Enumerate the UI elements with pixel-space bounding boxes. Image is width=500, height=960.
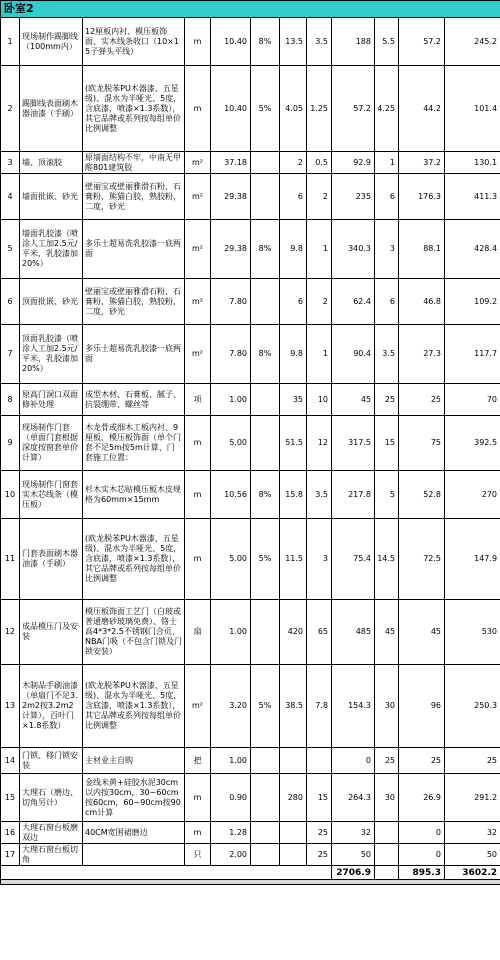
labor-price-cell: 5.5 bbox=[375, 18, 399, 66]
material-total-cell: 32 bbox=[332, 822, 375, 844]
item-description: 12厘板内衬、模压板饰面、实木线条收口（10×15子弹头平线） bbox=[83, 18, 185, 66]
material-total-cell: 235 bbox=[332, 174, 375, 220]
auxiliary-price-cell bbox=[307, 748, 332, 774]
row-number: 10 bbox=[1, 471, 20, 519]
item-name: 大理石窗台板切角 bbox=[20, 844, 83, 866]
quantity-cell: 7.80 bbox=[211, 279, 251, 325]
row-number: 11 bbox=[1, 519, 20, 600]
row-number: 2 bbox=[1, 66, 20, 152]
item-description: 木龙骨或细木工板内衬、9厘板、模压板饰面（单个门套不足5m按5m计算、门套施工位置： bbox=[83, 416, 185, 471]
row-total-cell: 392.5 bbox=[445, 416, 500, 471]
material-price-cell: 4.05 bbox=[280, 66, 307, 152]
row-total-cell: 270 bbox=[445, 471, 500, 519]
material-price-cell: 51.5 bbox=[280, 416, 307, 471]
material-total-cell: 154.3 bbox=[332, 665, 375, 748]
loss-rate-cell bbox=[251, 384, 280, 416]
labor-price-cell: 4.25 bbox=[375, 66, 399, 152]
auxiliary-price-cell: 3.5 bbox=[307, 471, 332, 519]
material-total-cell: 62.4 bbox=[332, 279, 375, 325]
item-name: 木制品手刷油漆（单扇门不足3.2m2按3.2m2计算），百叶门×1.8系数） bbox=[20, 665, 83, 748]
unit-cell: m² bbox=[185, 665, 211, 748]
quantity-cell: 37.18 bbox=[211, 152, 251, 174]
table-row bbox=[1, 600, 500, 665]
quantity-cell: 1.28 bbox=[211, 822, 251, 844]
row-total-cell: 70 bbox=[445, 384, 500, 416]
table-row bbox=[1, 279, 500, 325]
quantity-cell: 10.40 bbox=[211, 66, 251, 152]
item-description: 壁丽宝或壁丽雅滑石粉、石膏粉，熊猫白胶，熟胶粉，二度，砂光 bbox=[83, 279, 185, 325]
auxiliary-price-cell: 3 bbox=[307, 519, 332, 600]
row-number: 7 bbox=[1, 325, 20, 384]
row-total-cell: 245.2 bbox=[445, 18, 500, 66]
labor-total-cell: 27.3 bbox=[399, 325, 445, 384]
material-price-cell: 280 bbox=[280, 774, 307, 822]
loss-rate-cell bbox=[251, 600, 280, 665]
labor-total-cell: 25 bbox=[399, 384, 445, 416]
row-total-cell: 411.3 bbox=[445, 174, 500, 220]
section-title: 卧室2 bbox=[1, 1, 500, 18]
loss-rate-cell bbox=[251, 822, 280, 844]
row-total-cell: 130.1 bbox=[445, 152, 500, 174]
unit-cell: 扇 bbox=[185, 600, 211, 665]
item-name: 顶面批嵌、砂光 bbox=[20, 279, 83, 325]
unit-cell: m bbox=[185, 66, 211, 152]
quantity-cell: 7.80 bbox=[211, 325, 251, 384]
auxiliary-price-cell: 3.5 bbox=[307, 18, 332, 66]
quantity-cell: 1.00 bbox=[211, 384, 251, 416]
loss-rate-cell: 8% bbox=[251, 220, 280, 279]
auxiliary-price-cell: 7.8 bbox=[307, 665, 332, 748]
item-name: 门锁、移门锁安装 bbox=[20, 748, 83, 774]
unit-cell: m bbox=[185, 822, 211, 844]
auxiliary-price-cell: 25 bbox=[307, 822, 332, 844]
labor-price-cell: 6 bbox=[375, 174, 399, 220]
loss-rate-cell bbox=[251, 774, 280, 822]
table-row bbox=[1, 416, 500, 471]
material-price-cell bbox=[280, 844, 307, 866]
item-description: (欧龙脱苯PU木器漆、五星级)、混水为半哑光、5度，含底漆，喷漆×1.3系数），其它品牌或系列按每组单价比例调整 bbox=[83, 519, 185, 600]
material-price-cell: 11.5 bbox=[280, 519, 307, 600]
labor-total-cell: 45 bbox=[399, 600, 445, 665]
item-description: 杉木实木芯贴模压板木皮规格为60mm×15mm bbox=[83, 471, 185, 519]
loss-rate-cell bbox=[251, 844, 280, 866]
table-row bbox=[1, 844, 500, 866]
labor-price-cell bbox=[375, 822, 399, 844]
material-total-cell: 0 bbox=[332, 748, 375, 774]
table-row bbox=[1, 66, 500, 152]
labor-total-cell: 176.3 bbox=[399, 174, 445, 220]
item-name: 原高门洞口双面修补处理 bbox=[20, 384, 83, 416]
bottom-strip-cell bbox=[1, 880, 500, 885]
material-price-cell: 38.5 bbox=[280, 665, 307, 748]
row-total-cell: 428.4 bbox=[445, 220, 500, 279]
totals-row bbox=[1, 866, 500, 880]
labor-total-cell: 0 bbox=[399, 822, 445, 844]
table-row bbox=[1, 822, 500, 844]
unit-cell: m² bbox=[185, 220, 211, 279]
item-name: 现场制作门套（单面门套根据深度按窗套单价计算） bbox=[20, 416, 83, 471]
material-total-cell: 317.5 bbox=[332, 416, 375, 471]
labor-price-cell: 15 bbox=[375, 416, 399, 471]
material-total-cell: 45 bbox=[332, 384, 375, 416]
labor-total-cell: 96 bbox=[399, 665, 445, 748]
labor-price-cell: 25 bbox=[375, 748, 399, 774]
unit-cell: m² bbox=[185, 152, 211, 174]
item-description: 40CM宽围裙磨边 bbox=[83, 822, 185, 844]
labor-total-cell: 72.5 bbox=[399, 519, 445, 600]
table-row bbox=[1, 174, 500, 220]
material-total-cell: 188 bbox=[332, 18, 375, 66]
auxiliary-price-cell: 12 bbox=[307, 416, 332, 471]
unit-cell: m bbox=[185, 416, 211, 471]
item-description: 模压板饰面工艺门（白玻或普通磨砂玻璃免费）、铬士高4*3*2.5不锈钢门合页、NBA门吸（不包含门锁及门锁安装） bbox=[83, 600, 185, 665]
material-total-cell: 92.9 bbox=[332, 152, 375, 174]
item-description: 多乐士超易洗乳胶漆一底两面 bbox=[83, 325, 185, 384]
auxiliary-price-cell: 1.25 bbox=[307, 66, 332, 152]
table-row bbox=[1, 471, 500, 519]
item-name: 墙面批嵌、砂光 bbox=[20, 174, 83, 220]
item-name: 现场制作踢脚线（100mm内） bbox=[20, 18, 83, 66]
item-name: 墙、顶滚胶 bbox=[20, 152, 83, 174]
row-total-cell: 291.2 bbox=[445, 774, 500, 822]
row-number: 17 bbox=[1, 844, 20, 866]
auxiliary-price-cell: 15 bbox=[307, 774, 332, 822]
grand-material-total: 2706.9 bbox=[332, 866, 375, 880]
quantity-cell: 29.38 bbox=[211, 174, 251, 220]
auxiliary-price-cell: 0.5 bbox=[307, 152, 332, 174]
item-name: 成品模压门及安装 bbox=[20, 600, 83, 665]
labor-total-cell: 75 bbox=[399, 416, 445, 471]
quantity-cell: 10.56 bbox=[211, 471, 251, 519]
table-row bbox=[1, 748, 500, 774]
labor-price-cell: 30 bbox=[375, 774, 399, 822]
item-name: 墙面乳胶漆（喷涂人工加2.5元/平米，乳胶漆加20%） bbox=[20, 220, 83, 279]
item-description: 金线米黄+硅胶水泥30cm以内按30cm，30~60cm按60cm，60~90cm按90cm计算 bbox=[83, 774, 185, 822]
labor-price-cell: 45 bbox=[375, 600, 399, 665]
row-total-cell: 50 bbox=[445, 844, 500, 866]
item-description: 主材业主自购 bbox=[83, 748, 185, 774]
labor-total-cell: 44.2 bbox=[399, 66, 445, 152]
row-total-cell: 101.4 bbox=[445, 66, 500, 152]
labor-price-cell: 5 bbox=[375, 471, 399, 519]
item-name: 大理石（磨边、切角另计） bbox=[20, 774, 83, 822]
material-price-cell: 420 bbox=[280, 600, 307, 665]
item-description: 原墙面结构不牢，中南无甲醛801建筑胶 bbox=[83, 152, 185, 174]
loss-rate-cell: 8% bbox=[251, 18, 280, 66]
labor-price-cell: 25 bbox=[375, 384, 399, 416]
quantity-cell: 0.90 bbox=[211, 774, 251, 822]
quantity-cell: 10.40 bbox=[211, 18, 251, 66]
material-total-cell: 485 bbox=[332, 600, 375, 665]
unit-cell: m bbox=[185, 471, 211, 519]
labor-total-cell: 88.1 bbox=[399, 220, 445, 279]
item-description: 成型木材、石膏板、腻子、抗裂绷带、螺丝等 bbox=[83, 384, 185, 416]
auxiliary-price-cell: 10 bbox=[307, 384, 332, 416]
grand-total: 3602.2 bbox=[445, 866, 500, 880]
material-price-cell: 9.8 bbox=[280, 325, 307, 384]
table-row bbox=[1, 18, 500, 66]
row-number: 4 bbox=[1, 174, 20, 220]
material-total-cell: 50 bbox=[332, 844, 375, 866]
loss-rate-cell: 5% bbox=[251, 66, 280, 152]
bottom-strip bbox=[1, 880, 500, 885]
labor-price-cell: 30 bbox=[375, 665, 399, 748]
table-row bbox=[1, 665, 500, 748]
row-number: 16 bbox=[1, 822, 20, 844]
row-number: 3 bbox=[1, 152, 20, 174]
labor-price-cell: 1 bbox=[375, 152, 399, 174]
material-total-cell: 90.4 bbox=[332, 325, 375, 384]
material-price-cell: 15.8 bbox=[280, 471, 307, 519]
loss-rate-cell bbox=[251, 748, 280, 774]
item-description: (欧龙脱苯PU木器漆、五星级)、混水为半哑光、5度，含底漆，喷漆×1.3系数），其它品牌或系列按每组单价比例调整 bbox=[83, 665, 185, 748]
material-price-cell bbox=[280, 748, 307, 774]
row-total-cell: 25 bbox=[445, 748, 500, 774]
auxiliary-price-cell: 2 bbox=[307, 174, 332, 220]
grand-labor-total: 895.3 bbox=[399, 866, 445, 880]
item-description: (欧龙脱苯PU木器漆、五星级)、混水为半哑光、5度，含底漆，喷漆×1.3系数），其它品牌或系列按每组单价比例调整 bbox=[83, 66, 185, 152]
unit-cell: m bbox=[185, 519, 211, 600]
row-number: 15 bbox=[1, 774, 20, 822]
material-total-cell: 217.8 bbox=[332, 471, 375, 519]
material-price-cell: 6 bbox=[280, 279, 307, 325]
loss-rate-cell bbox=[251, 174, 280, 220]
quantity-cell: 29.38 bbox=[211, 220, 251, 279]
totals-spacer bbox=[375, 866, 399, 880]
labor-total-cell: 52.8 bbox=[399, 471, 445, 519]
row-total-cell: 250.3 bbox=[445, 665, 500, 748]
loss-rate-cell bbox=[251, 279, 280, 325]
labor-price-cell: 3.5 bbox=[375, 325, 399, 384]
item-name: 顶面乳胶漆（喷涂人工加2.5元/平米，乳胶漆加20%） bbox=[20, 325, 83, 384]
row-number: 12 bbox=[1, 600, 20, 665]
unit-cell: 项 bbox=[185, 384, 211, 416]
labor-price-cell bbox=[375, 844, 399, 866]
row-total-cell: 109.2 bbox=[445, 279, 500, 325]
table-row bbox=[1, 774, 500, 822]
labor-total-cell: 0 bbox=[399, 844, 445, 866]
labor-total-cell: 57.2 bbox=[399, 18, 445, 66]
table-row bbox=[1, 152, 500, 174]
material-price-cell: 9.8 bbox=[280, 220, 307, 279]
material-price-cell: 2 bbox=[280, 152, 307, 174]
loss-rate-cell bbox=[251, 152, 280, 174]
row-number: 13 bbox=[1, 665, 20, 748]
material-price-cell: 13.5 bbox=[280, 18, 307, 66]
item-description: 壁丽宝或壁丽雅滑石粉、石膏粉，熊猫白胶，熟胶粉，二度，砂光 bbox=[83, 174, 185, 220]
material-total-cell: 340.3 bbox=[332, 220, 375, 279]
unit-cell: 把 bbox=[185, 748, 211, 774]
unit-cell: m bbox=[185, 774, 211, 822]
auxiliary-price-cell: 1 bbox=[307, 220, 332, 279]
table-row bbox=[1, 325, 500, 384]
row-number: 6 bbox=[1, 279, 20, 325]
material-total-cell: 75.4 bbox=[332, 519, 375, 600]
material-price-cell: 6 bbox=[280, 174, 307, 220]
loss-rate-cell: 8% bbox=[251, 471, 280, 519]
labor-price-cell: 6 bbox=[375, 279, 399, 325]
auxiliary-price-cell: 1 bbox=[307, 325, 332, 384]
quantity-cell: 5.00 bbox=[211, 416, 251, 471]
row-number: 8 bbox=[1, 384, 20, 416]
loss-rate-cell: 5% bbox=[251, 519, 280, 600]
labor-price-cell: 14.5 bbox=[375, 519, 399, 600]
unit-cell: m bbox=[185, 18, 211, 66]
row-number: 14 bbox=[1, 748, 20, 774]
item-name: 现场制作门窗套实木芯线条（模压板） bbox=[20, 471, 83, 519]
row-number: 1 bbox=[1, 18, 20, 66]
item-description bbox=[83, 844, 185, 866]
unit-cell: m² bbox=[185, 174, 211, 220]
labor-total-cell: 46.8 bbox=[399, 279, 445, 325]
quantity-cell: 3.20 bbox=[211, 665, 251, 748]
table-row bbox=[1, 384, 500, 416]
auxiliary-price-cell: 2 bbox=[307, 279, 332, 325]
row-total-cell: 117.7 bbox=[445, 325, 500, 384]
row-total-cell: 147.9 bbox=[445, 519, 500, 600]
auxiliary-price-cell: 65 bbox=[307, 600, 332, 665]
loss-rate-cell: 8% bbox=[251, 325, 280, 384]
quantity-cell: 1.00 bbox=[211, 600, 251, 665]
item-name: 踢脚线表面刷木器油漆（手刷） bbox=[20, 66, 83, 152]
unit-cell: m² bbox=[185, 325, 211, 384]
item-description: 多乐士超易洗乳胶漆一底两面 bbox=[83, 220, 185, 279]
material-price-cell bbox=[280, 822, 307, 844]
table-row bbox=[1, 220, 500, 279]
quantity-cell: 1.00 bbox=[211, 748, 251, 774]
labor-total-cell: 26.9 bbox=[399, 774, 445, 822]
loss-rate-cell: 5% bbox=[251, 665, 280, 748]
auxiliary-price-cell: 25 bbox=[307, 844, 332, 866]
item-name: 大理石窗台板磨双边 bbox=[20, 822, 83, 844]
material-total-cell: 57.2 bbox=[332, 66, 375, 152]
labor-total-cell: 37.2 bbox=[399, 152, 445, 174]
row-number: 5 bbox=[1, 220, 20, 279]
row-number: 9 bbox=[1, 416, 20, 471]
table-row bbox=[1, 519, 500, 600]
item-name: 门套表面刷木器油漆（手刷） bbox=[20, 519, 83, 600]
row-total-cell: 530 bbox=[445, 600, 500, 665]
labor-price-cell: 3 bbox=[375, 220, 399, 279]
material-total-cell: 264.3 bbox=[332, 774, 375, 822]
loss-rate-cell bbox=[251, 416, 280, 471]
material-price-cell: 35 bbox=[280, 384, 307, 416]
quantity-cell: 2.00 bbox=[211, 844, 251, 866]
quantity-cell: 5.00 bbox=[211, 519, 251, 600]
unit-cell: 只 bbox=[185, 844, 211, 866]
totals-spacer bbox=[1, 866, 332, 880]
unit-cell: m² bbox=[185, 279, 211, 325]
row-total-cell: 32 bbox=[445, 822, 500, 844]
labor-total-cell: 25 bbox=[399, 748, 445, 774]
